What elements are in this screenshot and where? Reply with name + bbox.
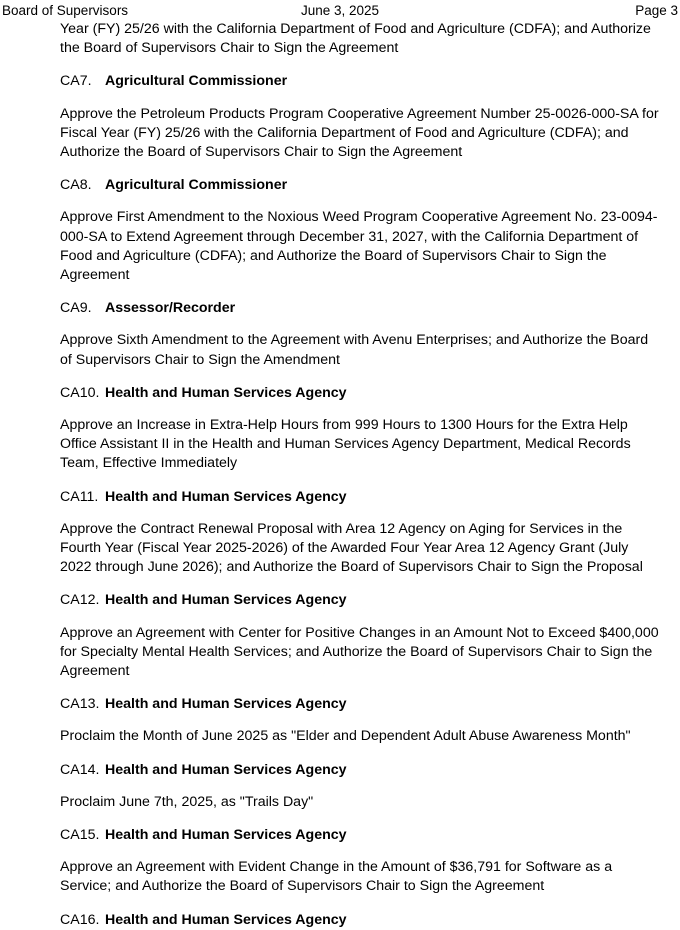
item-description: Approve Sixth Amendment to the Agreement with Avenu Enterprises; and Authorize the Board of Supervisors Chair to Sign the Amendment [60, 332, 649, 368]
item-department: Health and Human Services Agency [105, 826, 347, 843]
item-heading [60, 591, 662, 610]
item-number: CA13. [60, 696, 100, 713]
item-heading [60, 72, 662, 91]
header-page-number: Page 3 [635, 3, 678, 18]
item-heading [60, 826, 662, 845]
item-department: Health and Human Services Agency [105, 911, 347, 928]
item-number: CA12. [60, 592, 100, 609]
item-description: Approve an Agreement with Evident Change in the Amount of $36,791 for Software as a Service; and Authorize the Board of Supervisors Chair to Sign the Agreement [60, 859, 613, 895]
agenda-content [60, 20, 662, 930]
item-description: Approve the Petroleum Products Program Cooperative Agreement Number 25-0026-000-SA for Fiscal Year (FY) 25/26 with the California Department of Food and Agriculture (CDFA); and Authorize the Board of Supervisors Chair to Sign the Agreement [60, 105, 659, 160]
item-department: Agricultural Commissioner [105, 73, 288, 90]
agenda-item [60, 384, 662, 474]
item-number: CA7. [60, 73, 92, 90]
item-department: Agricultural Commissioner [105, 177, 288, 194]
agenda-item [60, 761, 662, 812]
item-heading [60, 488, 662, 507]
item-description: Proclaim June 7th, 2025, as "Trails Day" [60, 793, 314, 810]
agenda-item [60, 72, 662, 162]
agenda-item [60, 695, 662, 746]
header-date: June 3, 2025 [300, 3, 380, 18]
item-heading [60, 299, 662, 318]
item-description: Approve an Increase in Extra-Help Hours from 999 Hours to 1300 Hours for the Extra Help Office Assistant II in the Health and Human Services Agency Department, Medical Records Team, Effective Immediately [60, 416, 631, 472]
item-description: Approve an Agreement with Center for Positive Changes in an Amount Not to Exceed $400,000 for Specialty Mental Health Services; and Authorize the Board of Supervisors Chair to Sign the Agreement [60, 624, 659, 679]
item-description: Proclaim the Month of June 2025 as "Elder and Dependent Adult Abuse Awareness Month" [60, 728, 631, 745]
item-department: Health and Human Services Agency [105, 761, 347, 778]
agenda-item [60, 826, 662, 897]
item-number: CA8. [60, 177, 92, 194]
item-number: CA11. [60, 488, 99, 505]
agenda-item [60, 299, 662, 370]
item-number: CA16. [60, 911, 100, 928]
continued-item-text: Year (FY) 25/26 with the California Department of Food and Agriculture (CDFA); and Authorize the Board of Supervisors Chair to Sign the Agreement [60, 21, 651, 57]
item-department: Assessor/Recorder [105, 300, 236, 317]
item-description: Approve the Contract Renewal Proposal with Area 12 Agency on Aging for Services in the Fourth Year (Fiscal Year 2025-2026) of the Awarded Four Year Area 12 Agency Grant (July 2022 through June 2026); and Authorize the Board of Supervisors Chair to Sign the Proposal [60, 520, 643, 576]
item-department: Health and Human Services Agency [105, 696, 347, 713]
agenda-item [60, 911, 662, 930]
item-heading [60, 384, 662, 403]
agenda-item [60, 176, 662, 285]
item-department: Health and Human Services Agency [105, 592, 347, 609]
item-heading [60, 176, 662, 195]
agenda-item [60, 488, 662, 578]
page-header [2, 2, 678, 20]
item-number: CA15. [60, 826, 100, 843]
item-number: CA14. [60, 761, 100, 778]
item-number: CA10. [60, 384, 100, 401]
item-description: Approve First Amendment to the Noxious Weed Program Cooperative Agreement No. 23-0094-000-SA to Extend Agreement through December 31, 2027, with the California Department of Food and Agriculture (CDFA); and Authorize the Board of Supervisors Chair to Sign the Agreement [60, 209, 658, 283]
agenda-item [60, 591, 662, 681]
item-number: CA9. [60, 300, 92, 317]
item-heading [60, 761, 662, 780]
item-heading [60, 911, 662, 930]
header-board-name: Board of Supervisors [2, 3, 129, 18]
item-heading [60, 695, 662, 714]
item-department: Health and Human Services Agency [105, 384, 347, 401]
item-department: Health and Human Services Agency [105, 488, 347, 505]
